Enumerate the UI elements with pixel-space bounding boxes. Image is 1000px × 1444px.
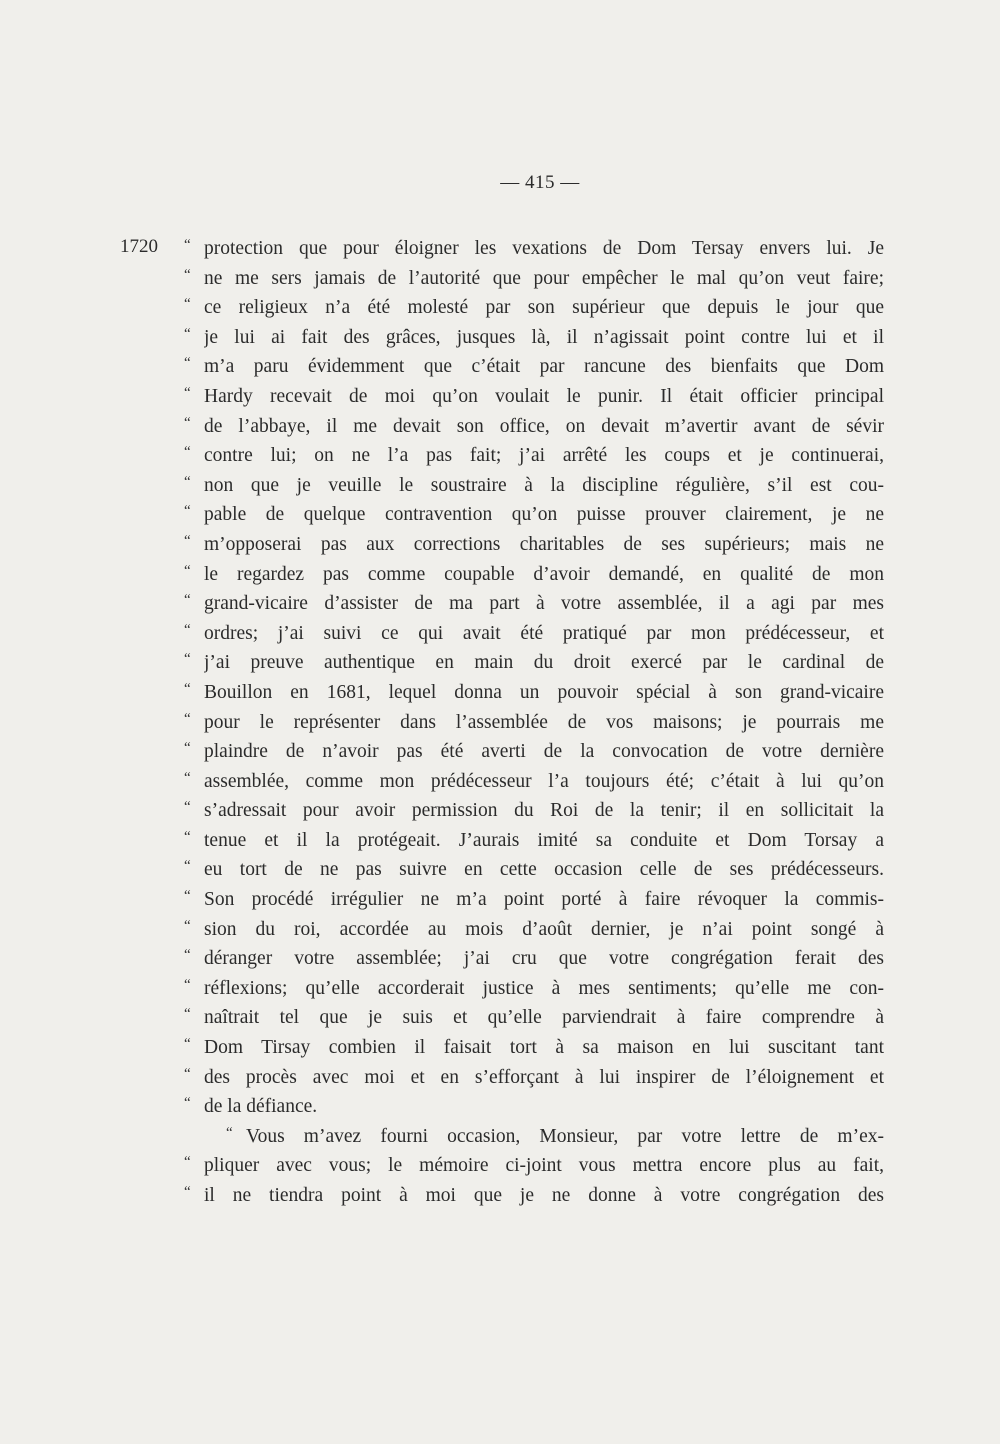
quote-mark: “ xyxy=(184,976,191,993)
line-text: j’ai preuve authentique en main du droit exercé par le cardinal de xyxy=(204,652,884,674)
quote-mark: “ xyxy=(184,1184,191,1200)
quote-mark: “ xyxy=(184,296,191,313)
text-line xyxy=(184,708,884,738)
line-text: eu tort de ne pas suivre en cette occasion celle de ses prédécesseurs. xyxy=(204,859,884,881)
margin-year: 1720 xyxy=(120,236,158,257)
line-text: assemblée, comme mon prédécesseur l’a toujours été; c’était à lui qu’on xyxy=(204,770,884,792)
line-text: s’adressait pour avoir permission du Roi de la tenir; il en sollicitait la xyxy=(204,800,884,822)
line-text: grand-vicaire d’assister de ma part à votre assemblée, il a agi par mes xyxy=(204,593,884,615)
line-text: de l’abbaye, il me devait son office, on devait m’avertir avant de sévir xyxy=(204,415,884,437)
quote-mark: “ xyxy=(184,710,191,727)
quote-mark: “ xyxy=(184,355,191,372)
text-line xyxy=(184,826,884,856)
quote-mark: “ xyxy=(184,592,191,609)
text-line xyxy=(184,885,884,915)
quote-mark: “ xyxy=(184,947,191,964)
line-text: Bouillon en 1681, lequel donna un pouvoir spécial à son grand-vicaire xyxy=(204,681,884,703)
quote-mark: “ xyxy=(184,414,191,431)
quote-mark: “ xyxy=(184,384,191,401)
text-line xyxy=(184,471,884,501)
quote-mark: “ xyxy=(184,888,191,905)
text-line xyxy=(184,500,884,530)
text-line xyxy=(184,796,884,826)
text-line xyxy=(184,678,884,708)
line-text: pable de quelque contravention qu’on puisse prouver clairement, je ne xyxy=(204,504,884,526)
line-text: Hardy recevait de moi qu’on voulait le punir. Il était officier principal xyxy=(204,385,884,407)
text-line xyxy=(184,1063,884,1093)
line-text: des procès avec moi et en s’efforçant à lui inspirer de l’éloignement et xyxy=(204,1066,884,1088)
quote-mark: “ xyxy=(184,562,191,579)
text-line xyxy=(184,915,884,945)
line-text: plaindre de n’avoir pas été averti de la convocation de votre dernière xyxy=(204,741,884,763)
line-text: déranger votre assemblée; j’ai cru que votre congrégation ferait des xyxy=(204,948,884,970)
quote-mark: “ xyxy=(184,651,191,668)
quote-mark: “ xyxy=(184,473,191,490)
text-line xyxy=(184,974,884,1004)
line-text: pliquer avec vous; le mémoire ci-joint vous mettra encore plus au fait, xyxy=(204,1155,884,1177)
quote-mark: “ xyxy=(184,237,191,253)
line-text: protection que pour éloigner les vexations de Dom Tersay envers lui. Je xyxy=(204,238,884,259)
text-line xyxy=(184,1003,884,1033)
line-text: ne me sers jamais de l’autorité que pour empêcher le mal qu’on veut faire; xyxy=(204,267,884,289)
line-text: pour le représenter dans l’assemblée de vos maisons; je pourrais me xyxy=(204,711,884,733)
quote-mark: “ xyxy=(184,266,191,283)
line-text: ordres; j’ai suivi ce qui avait été pratiqué par mon prédécesseur, et xyxy=(204,622,884,644)
quote-mark: “ xyxy=(184,1095,191,1112)
text-line xyxy=(184,441,884,471)
text-line xyxy=(184,264,884,294)
line-text: le regardez pas comme coupable d’avoir demandé, en qualité de mon xyxy=(204,563,884,585)
line-text: m’a paru évidemment que c’était par rancune des bienfaits que Dom xyxy=(204,356,884,378)
line-text: Dom Tirsay combien il faisait tort à sa maison en lui suscitant tant xyxy=(204,1037,884,1059)
line-text: de la défiance. xyxy=(204,1096,318,1118)
text-line xyxy=(184,323,884,353)
text-line xyxy=(184,293,884,323)
text-line xyxy=(184,1092,884,1122)
text-line xyxy=(184,530,884,560)
line-text: ce religieux n’a été molesté par son supérieur que depuis le jour que xyxy=(204,297,884,319)
text-line xyxy=(184,234,884,264)
text-line xyxy=(184,767,884,797)
quote-mark: “ xyxy=(184,680,191,697)
quote-mark: “ xyxy=(184,1065,191,1082)
text-line xyxy=(184,352,884,382)
text-line xyxy=(184,619,884,649)
text-line xyxy=(184,1181,884,1211)
line-text: m’opposerai pas aux corrections charitables de ses supérieurs; mais ne xyxy=(204,533,884,555)
quote-mark: “ xyxy=(184,1036,191,1053)
quote-mark: “ xyxy=(184,503,191,520)
quote-mark: “ xyxy=(184,532,191,549)
text-line xyxy=(184,382,884,412)
quote-mark: “ xyxy=(226,1124,233,1141)
text-line xyxy=(184,648,884,678)
line-text: naîtrait tel que je suis et qu’elle parviendrait à faire comprendre à xyxy=(204,1007,884,1029)
text-line xyxy=(184,737,884,767)
quote-mark: “ xyxy=(184,1006,191,1023)
text-line xyxy=(184,589,884,619)
text-line xyxy=(184,1151,884,1181)
body-text xyxy=(184,234,884,1211)
line-text: non que je veuille le soustraire à la discipline régulière, s’il est cou- xyxy=(204,474,884,496)
line-text: je lui ai fait des grâces, jusques là, il n’agissait point contre lui et il xyxy=(204,326,884,348)
line-text: il ne tiendra point à moi que je ne donne à votre congrégation des xyxy=(204,1185,884,1206)
text-line xyxy=(184,412,884,442)
line-text: Vous m’avez fourni occasion, Monsieur, par votre lettre de m’ex- xyxy=(246,1125,884,1147)
line-text: réflexions; qu’elle accorderait justice à mes sentiments; qu’elle me con- xyxy=(204,977,884,999)
quote-mark: “ xyxy=(184,799,191,816)
quote-mark: “ xyxy=(184,769,191,786)
quote-mark: “ xyxy=(184,828,191,845)
text-line xyxy=(184,560,884,590)
line-text: contre lui; on ne l’a pas fait; j’ai arrêté les coups et je continuerai, xyxy=(204,445,884,467)
text-line xyxy=(184,1122,884,1152)
quote-mark: “ xyxy=(184,325,191,342)
quote-mark: “ xyxy=(184,917,191,934)
quote-mark: “ xyxy=(184,1154,191,1171)
text-line xyxy=(184,855,884,885)
line-text: Son procédé irrégulier ne m’a point porté à faire révoquer la commis- xyxy=(204,889,884,911)
line-text: tenue et il la protégeait. J’aurais imité sa conduite et Dom Torsay a xyxy=(204,829,884,851)
page-number: — 415 — xyxy=(500,172,580,193)
quote-mark: “ xyxy=(184,858,191,875)
quote-mark: “ xyxy=(184,740,191,757)
line-text: sion du roi, accordée au mois d’août dernier, je n’ai point songé à xyxy=(204,918,884,940)
quote-mark: “ xyxy=(184,621,191,638)
text-line xyxy=(184,944,884,974)
text-line xyxy=(184,1033,884,1063)
quote-mark: “ xyxy=(184,444,191,461)
